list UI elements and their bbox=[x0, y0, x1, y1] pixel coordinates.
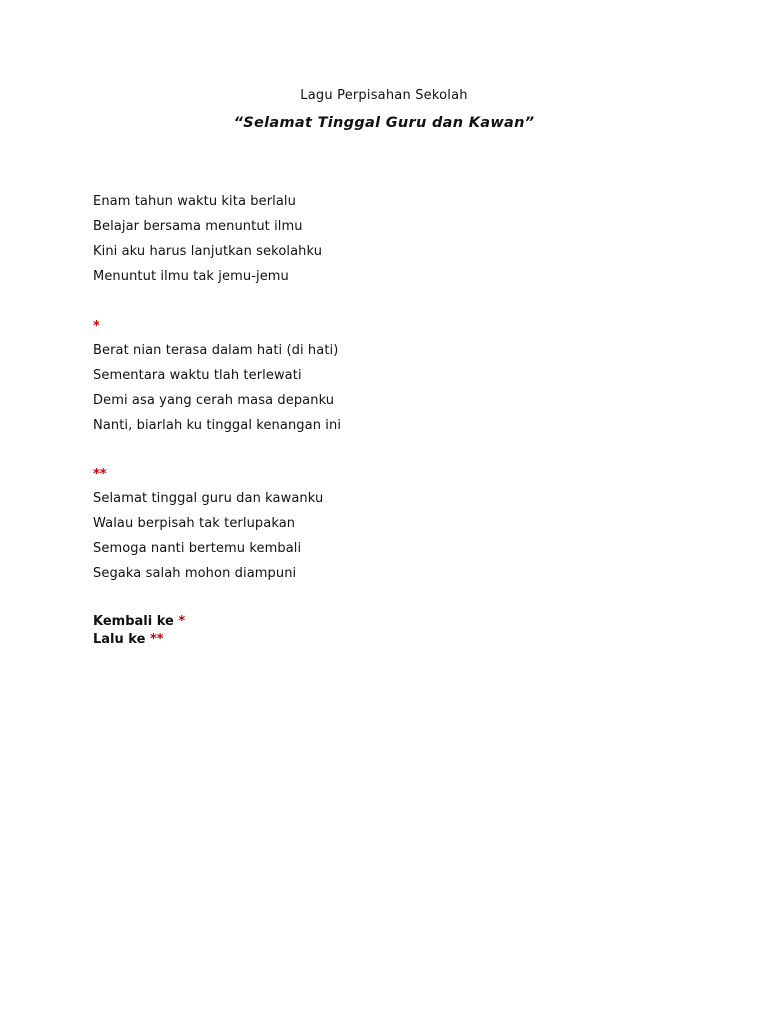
then-label: Lalu ke bbox=[93, 632, 146, 647]
then-marker: ** bbox=[149, 632, 164, 647]
chorus1-marker: * bbox=[93, 319, 100, 334]
song-subtitle: Lagu Perpisahan Sekolah bbox=[300, 88, 468, 103]
verse1-line-4: Menuntut ilmu tak jemu-jemu bbox=[93, 269, 289, 284]
song-title: “Selamat Tinggal Guru dan Kawan” bbox=[233, 115, 535, 131]
chorus2-marker: ** bbox=[93, 467, 107, 482]
chorus2-line-2: Walau berpisah tak terlupakan bbox=[93, 516, 296, 531]
verse1-line-1: Enam tahun waktu kita berlalu bbox=[93, 194, 296, 209]
verse1-line-3: Kini aku harus lanjutkan sekolahku bbox=[93, 244, 323, 259]
chorus1-line-3: Demi asa yang cerah masa depanku bbox=[93, 393, 335, 408]
return-instruction bbox=[93, 613, 185, 631]
then-instruction bbox=[93, 631, 164, 649]
return-marker: * bbox=[178, 614, 186, 629]
chorus1-line-4: Nanti, biarlah ku tinggal kenangan ini bbox=[93, 418, 342, 433]
chorus2-line-3: Semoga nanti bertemu kembali bbox=[93, 541, 302, 556]
chorus1-line-1: Berat nian terasa dalam hati (di hati) bbox=[93, 343, 339, 358]
return-label: Kembali ke bbox=[93, 614, 174, 629]
chorus2-line-1: Selamat tinggal guru dan kawanku bbox=[93, 491, 324, 506]
chorus1-line-2: Sementara waktu tlah terlewati bbox=[93, 368, 302, 383]
verse1-line-2: Belajar bersama menuntut ilmu bbox=[93, 219, 303, 234]
chorus2-line-4: Segaka salah mohon diampuni bbox=[93, 566, 297, 581]
